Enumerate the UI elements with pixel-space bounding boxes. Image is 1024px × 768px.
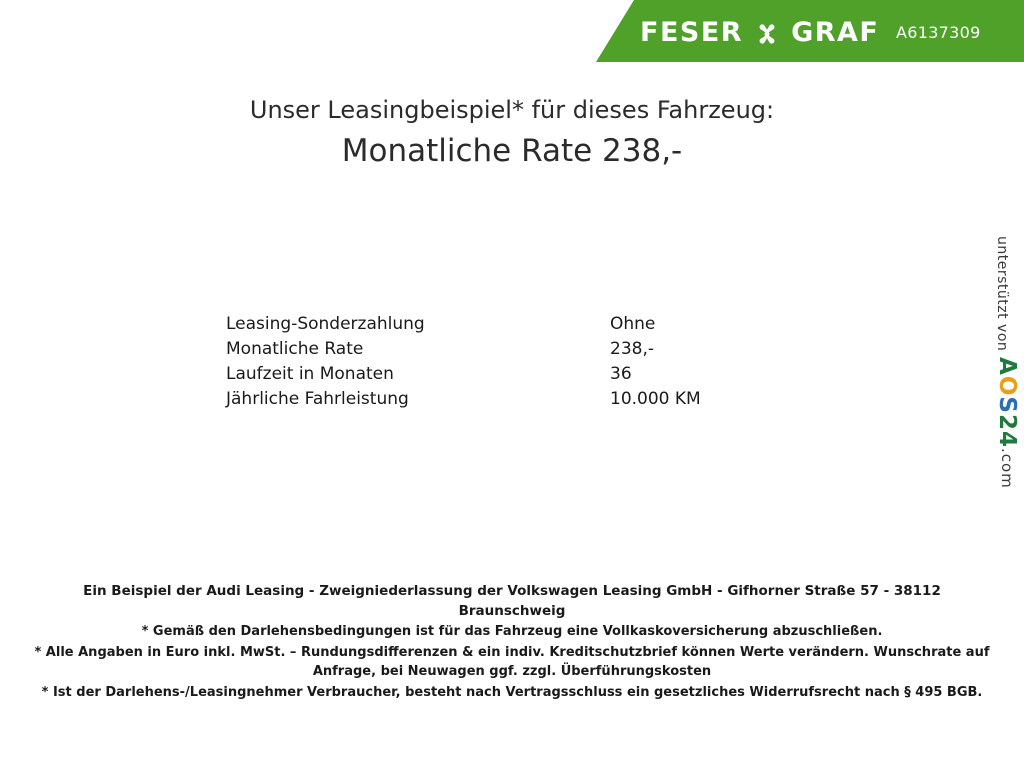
- brand-logo: [640, 17, 879, 48]
- logo-digit-4: 4: [994, 431, 1020, 449]
- page-title: [0, 96, 1024, 170]
- footer-line-4: * Ist der Darlehens-/Leasingnehmer Verbraucher, besteht nach Vertragsschluss ein gesetzliches Widerrufsrecht nach § 495 BGB.: [41, 684, 983, 700]
- detail-value: 10.000 KM: [610, 389, 701, 409]
- header-banner: [0, 0, 1024, 62]
- logo-letter-o: O: [994, 376, 1020, 397]
- table-row: [226, 364, 701, 389]
- detail-label: Jährliche Fahrleistung: [226, 389, 409, 409]
- detail-label: Leasing-Sonderzahlung: [226, 314, 425, 334]
- brand-name-left: FESER: [640, 17, 744, 48]
- vehicle-id: A6137309: [896, 23, 981, 42]
- supported-by-label: unterstützt von: [994, 236, 1010, 352]
- footer-line-1: Ein Beispiel der Audi Leasing - Zweigniederlassung der Volkswagen Leasing GmbH - Gifhorner Straße 57 - 38112 Braunschweig: [83, 583, 941, 619]
- title-line-1: Unser Leasingbeispiel* für dieses Fahrzeug:: [249, 96, 775, 124]
- clover-icon: [754, 21, 780, 47]
- detail-label: Laufzeit in Monaten: [226, 364, 394, 384]
- leasing-details-table: [226, 314, 701, 414]
- logo-tld: .com: [998, 448, 1016, 490]
- aos24-logo: [994, 357, 1020, 489]
- footer-line-2: * Gemäß den Darlehensbedingungen ist für das Fahrzeug eine Vollkaskoversicherung abzuschließen.: [141, 624, 883, 640]
- logo-digit-2: 2: [994, 414, 1020, 432]
- detail-value: 238,-: [610, 339, 654, 359]
- logo-letter-s: S: [994, 396, 1020, 415]
- footer-line-3: * Alle Angaben in Euro inkl. MwSt. – Rundungsdifferenzen & ein indiv. Kreditschutzbrief können Werte verändern. Wunschrate auf Anfrage, bei Neuwagen ggf. zzgl. Überführungskosten: [34, 644, 990, 679]
- table-row: [226, 339, 701, 364]
- table-row: [226, 389, 701, 414]
- sidebar-supported-by: [994, 236, 1022, 489]
- detail-value: 36: [610, 364, 632, 384]
- title-line-2: Monatliche Rate 238,-: [341, 132, 683, 169]
- footer-legal: [0, 582, 1024, 705]
- logo-letter-a: A: [994, 357, 1020, 377]
- brand-name-right: GRAF: [791, 17, 880, 48]
- detail-value: Ohne: [610, 314, 656, 334]
- detail-label: Monatliche Rate: [226, 339, 364, 359]
- table-row: [226, 314, 701, 339]
